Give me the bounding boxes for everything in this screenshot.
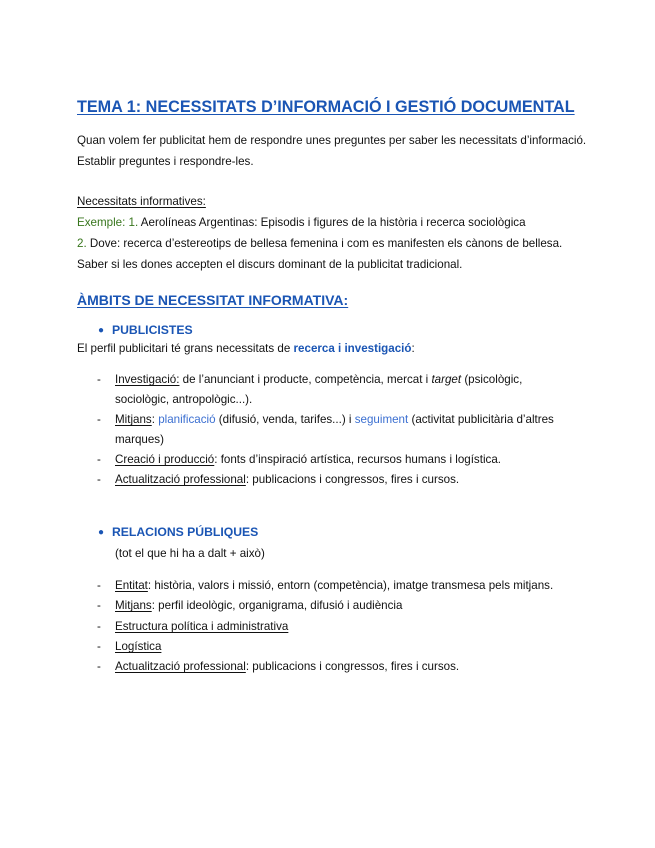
dash-icon: - (97, 373, 101, 386)
section-heading: ÀMBITS DE NECESSITAT INFORMATIVA: (77, 292, 349, 308)
item-text: : publicacions i congressos, fires i cursos. (245, 660, 460, 673)
seguiment-highlight: seguiment (354, 413, 409, 426)
relacions-heading (98, 525, 258, 539)
publicistes-intro (77, 338, 587, 359)
item-label: Mitjans (115, 413, 152, 426)
dash-icon: - (97, 660, 101, 673)
item-text: : fonts d’inspiració artística, recursos humans i logística. (214, 453, 501, 466)
list-item (97, 370, 577, 410)
relacions-note: (tot el que hi ha a dalt + això) (115, 547, 265, 560)
list-item (97, 596, 577, 616)
list-item (97, 637, 577, 657)
item-label: Actualització professional (115, 473, 246, 486)
example-2-number: 2. (77, 237, 87, 250)
item-italic: target (431, 373, 462, 386)
item-label: Estructura política i administrativa (115, 620, 289, 633)
list-item (97, 617, 577, 637)
item-text: : perfil ideològic, organigrama, difusió i audiència (151, 599, 403, 612)
item-text: (psicològic, sociològic, antropològic...). (115, 373, 523, 406)
item-label: Creació i producció (115, 453, 215, 466)
item-text: : (151, 413, 159, 426)
dash-icon: - (97, 413, 101, 426)
relacions-title: RELACIONS PÚBLIQUES (112, 525, 259, 539)
item-text: (difusió, venda, tarifes...) i (215, 413, 355, 426)
intro-paragraph: Quan volem fer publicitat hem de respondre unes preguntes per saber les necessitats d’informació. Establir preguntes i respondre-les. (77, 134, 587, 168)
dash-icon: - (97, 453, 101, 466)
publicistes-intro-colon: : (411, 342, 415, 355)
publicistes-heading (98, 323, 193, 337)
needs-heading: Necessitats informatives: (77, 195, 206, 208)
bullet-icon: ● (98, 325, 105, 336)
recerca-highlight: recerca i investigació (293, 342, 412, 355)
item-text: de l’anunciant i producte, competència, mercat i (179, 373, 432, 386)
item-text: (activitat publicitària d’altres marques) (115, 413, 554, 446)
item-label: Investigació: (115, 373, 180, 386)
publicistes-title: PUBLICISTES (112, 323, 193, 337)
planificacio-highlight: planificació (158, 413, 216, 426)
example-2: Dove: recerca d’estereotips de bellesa femenina i com es manifesten els cànons de bellesa. Saber si les dones accepten el discurs dominant de la publicitat tradicional. (77, 237, 563, 271)
bullet-icon: ● (98, 527, 105, 538)
item-label: Entitat (115, 579, 148, 592)
page-title: TEMA 1: NECESSITATS D’INFORMACIÓ I GESTIÓ DOCUMENTAL (77, 98, 575, 116)
list-item (97, 470, 577, 490)
item-label: Actualització professional (115, 660, 246, 673)
list-item (97, 576, 577, 596)
item-text: : història, valors i missió, entorn (competència), imatge transmesa pels mitjans. (147, 579, 554, 592)
list-item (97, 450, 577, 470)
item-label: Mitjans (115, 599, 152, 612)
publicistes-intro-text: El perfil publicitari té grans necessitats de (77, 342, 294, 355)
list-item (97, 410, 577, 450)
needs-block (77, 191, 587, 275)
item-text: : publicacions i congressos, fires i cursos. (245, 473, 460, 486)
example-label: Exemple: 1. (77, 216, 139, 229)
dash-icon: - (97, 640, 101, 653)
list-item (97, 657, 577, 677)
example-1: Aerolíneas Argentinas: Episodis i figures de la història i recerca sociològica (138, 216, 526, 229)
item-label: Logística (115, 640, 162, 653)
dash-icon: - (97, 579, 101, 592)
dash-icon: - (97, 620, 101, 633)
dash-icon: - (97, 473, 101, 486)
dash-icon: - (97, 599, 101, 612)
